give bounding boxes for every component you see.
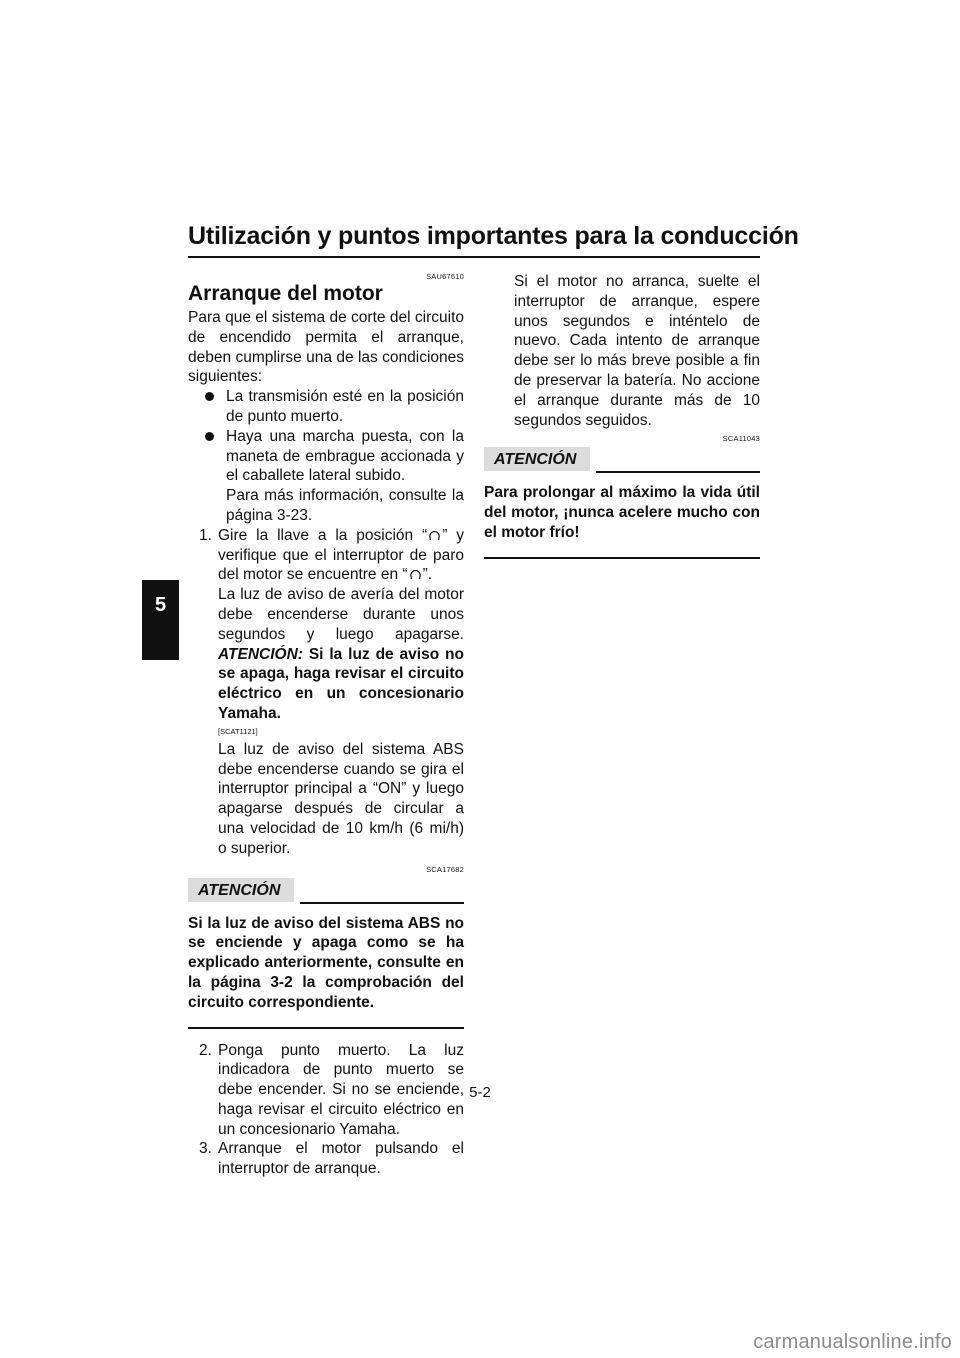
step-number: 2. <box>199 1041 212 1059</box>
notice-rule <box>188 1027 464 1029</box>
step-1: 1. Gire la llave a la posición “ ” y verifique que el interruptor de paro del motor se encuentre en “ ”. <box>199 526 465 584</box>
notice-header <box>188 878 464 904</box>
section-title: Arranque del motor <box>188 282 383 305</box>
notice-badge: ATENCIÓN <box>188 878 294 902</box>
intro-paragraph: Para que el sistema de corte del circuito de encendido permita el arranque, deben cumplirse una de las condiciones siguientes: <box>188 309 464 386</box>
engine-run-icon <box>409 567 422 580</box>
right-column <box>484 272 760 571</box>
notice-code: SCA11043 <box>722 434 760 444</box>
list-item: Haya una marcha puesta, con la maneta de embrague accionada y el caballete lateral subido. <box>188 427 464 486</box>
warning-text: Si la luz de aviso no se apaga, haga revisar el circuito eléctrico en un concesionario Yamaha. <box>218 645 464 722</box>
notice-header <box>484 447 760 473</box>
notice-body: Si la luz de aviso del sistema ABS no se enciende y apaga como se ha explicado anteriormente, consulte en la página 3-2 la comprobación del circuito correspondiente. <box>188 914 464 1011</box>
notice-rule <box>484 557 760 559</box>
step-number: 3. <box>199 1140 212 1158</box>
warning-label: ATENCIÓN: <box>218 645 303 663</box>
step-number: 1. <box>199 526 212 544</box>
page-number: 5-2 <box>469 1084 491 1101</box>
watermark: carmanualsonline.info <box>753 1331 952 1353</box>
step-1-abs: La luz de aviso del sistema ABS debe encenderse cuando se gira el interruptor principal a “ON” y luego apagarse después de circular a una velocidad de 10 km/h (6 mi/h) o superior. <box>218 740 464 857</box>
right-paragraph: Si el motor no arranca, suelte el interruptor de arranque, espere unos segundos e inténtelo de nuevo. Cada intento de arranque debe ser lo más breve posible a fin de preservar la batería. No accione el arranque durante más de 10 segundos seguidos. <box>514 273 760 429</box>
section-code: SAU67610 <box>426 272 464 281</box>
notice-line <box>596 471 760 473</box>
step-1-detail: La luz de aviso de avería del motor debe encenderse durante unos segundos y luego apagarse. ATENCIÓN: Si la luz de aviso no se apaga, haga revisar el circuito eléctrico en un concesionario Yamaha. <box>218 586 464 722</box>
key-position-icon <box>428 528 441 541</box>
step-2: 2. Ponga punto muerto. La luz indicadora de punto muerto se debe encender. Si no se enciende, haga revisar el circuito eléctrico en un concesionario Yamaha. <box>199 1041 464 1138</box>
list-item: La transmisión esté en la posición de punto muerto. <box>188 387 464 427</box>
chapter-number: 5 <box>154 594 167 616</box>
notice-badge: ATENCIÓN <box>484 447 590 471</box>
step-3: 3. Arranque el motor pulsando el interruptor de arranque. <box>199 1140 464 1178</box>
left-column <box>188 272 464 1179</box>
bullet-icon <box>205 432 214 441</box>
warning-code: [SCAT1121] <box>218 726 258 736</box>
notice-line <box>300 902 464 904</box>
bullet-followup: Para más información, consulte la página 3-23. <box>226 487 464 524</box>
notice-code: SCA17682 <box>426 864 464 874</box>
header-rule <box>188 256 760 258</box>
bullet-icon <box>205 392 214 401</box>
chapter-tab <box>142 580 179 660</box>
page-title: Utilización y puntos importantes para la conducción <box>188 222 799 250</box>
notice-body: Para prolongar al máximo la vida útil del motor, ¡nunca acelere mucho con el motor frío! <box>484 484 760 541</box>
